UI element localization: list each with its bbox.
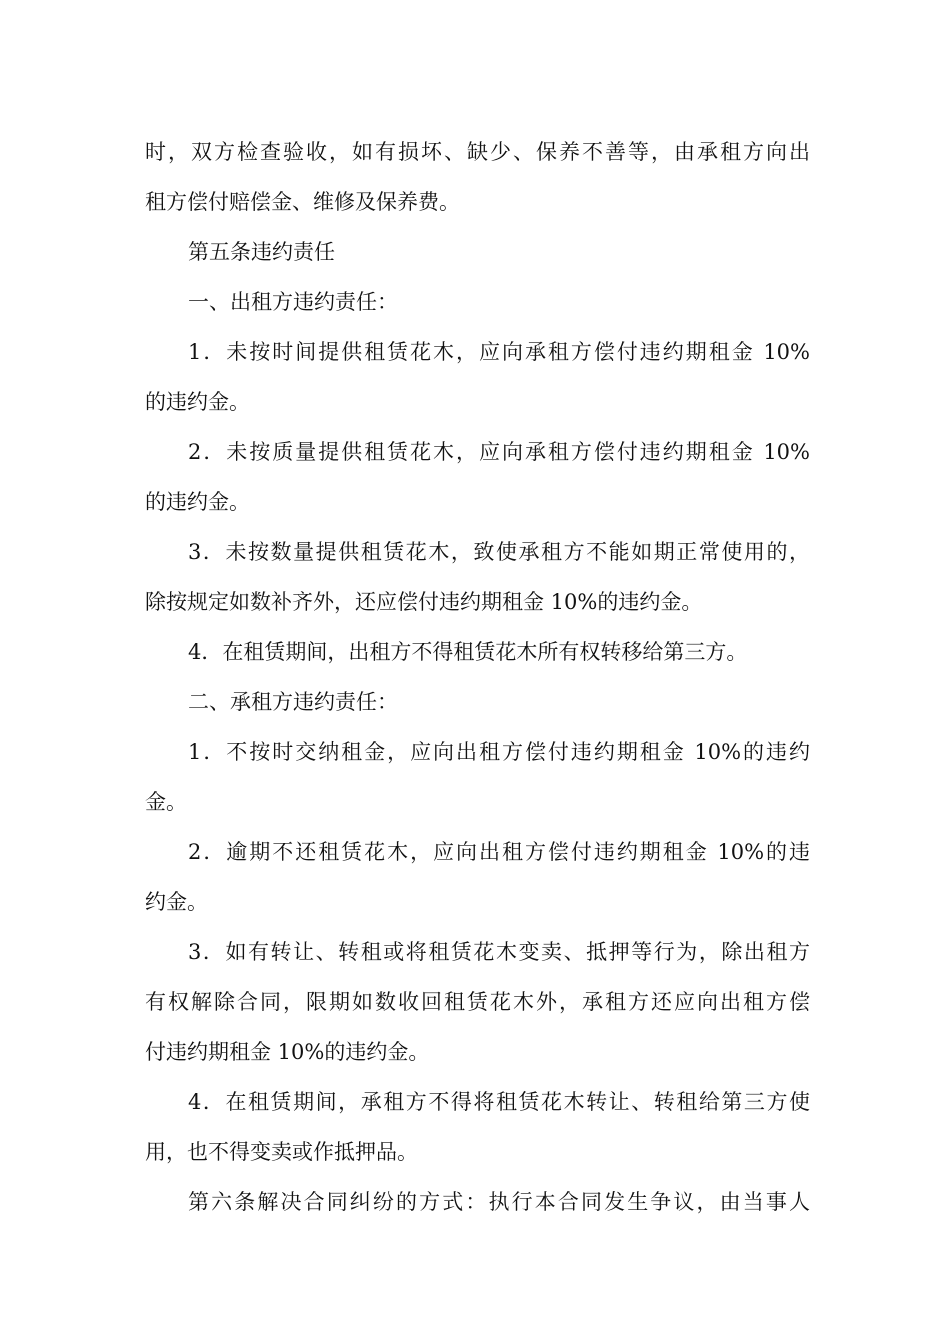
section-heading: 第五条违约责任 — [188, 240, 335, 264]
text-line: 用，也不得变卖或作抵押品。 — [145, 1140, 418, 1164]
text-line: 租方偿付赔偿金、维修及保养费。 — [145, 190, 460, 214]
section-heading: 第六条解决合同纠纷的方式：执行本合同发生争议，由当事人 — [188, 1190, 810, 1214]
text-line: 2．未按质量提供租赁花木，应向承租方偿付违约期租金 10% — [188, 440, 810, 464]
subsection-heading: 一、出租方违约责任： — [188, 290, 398, 314]
text-line: 2．逾期不还租赁花木，应向出租方偿付违约期租金 10%的违 — [188, 840, 810, 864]
text-line: 约金。 — [145, 890, 208, 914]
text-line: 4．在租赁期间，出租方不得租赁花木所有权转移给第三方。 — [188, 640, 748, 664]
text-line: 除按规定如数补齐外，还应偿付违约期租金 10%的违约金。 — [145, 590, 703, 614]
text-line: 的违约金。 — [145, 490, 250, 514]
text-line: 有权解除合同，限期如数收回租赁花木外，承租方还应向出租方偿 — [145, 990, 810, 1014]
text-line: 3．未按数量提供租赁花木，致使承租方不能如期正常使用的， — [188, 540, 810, 564]
text-line: 3．如有转让、转租或将租赁花木变卖、抵押等行为，除出租方 — [188, 940, 810, 964]
text-line: 1．未按时间提供租赁花木，应向承租方偿付违约期租金 10% — [188, 340, 810, 364]
text-line: 1．不按时交纳租金，应向出租方偿付违约期租金 10%的违约 — [188, 740, 810, 764]
subsection-heading: 二、承租方违约责任： — [188, 690, 398, 714]
text-line: 的违约金。 — [145, 390, 250, 414]
text-line: 时，双方检查验收，如有损坏、缺少、保养不善等，由承租方向出 — [145, 140, 810, 164]
text-line: 4．在租赁期间，承租方不得将租赁花木转让、转租给第三方使 — [188, 1090, 810, 1114]
text-line: 金。 — [145, 790, 187, 814]
text-line: 付违约期租金 10%的违约金。 — [145, 1040, 430, 1064]
